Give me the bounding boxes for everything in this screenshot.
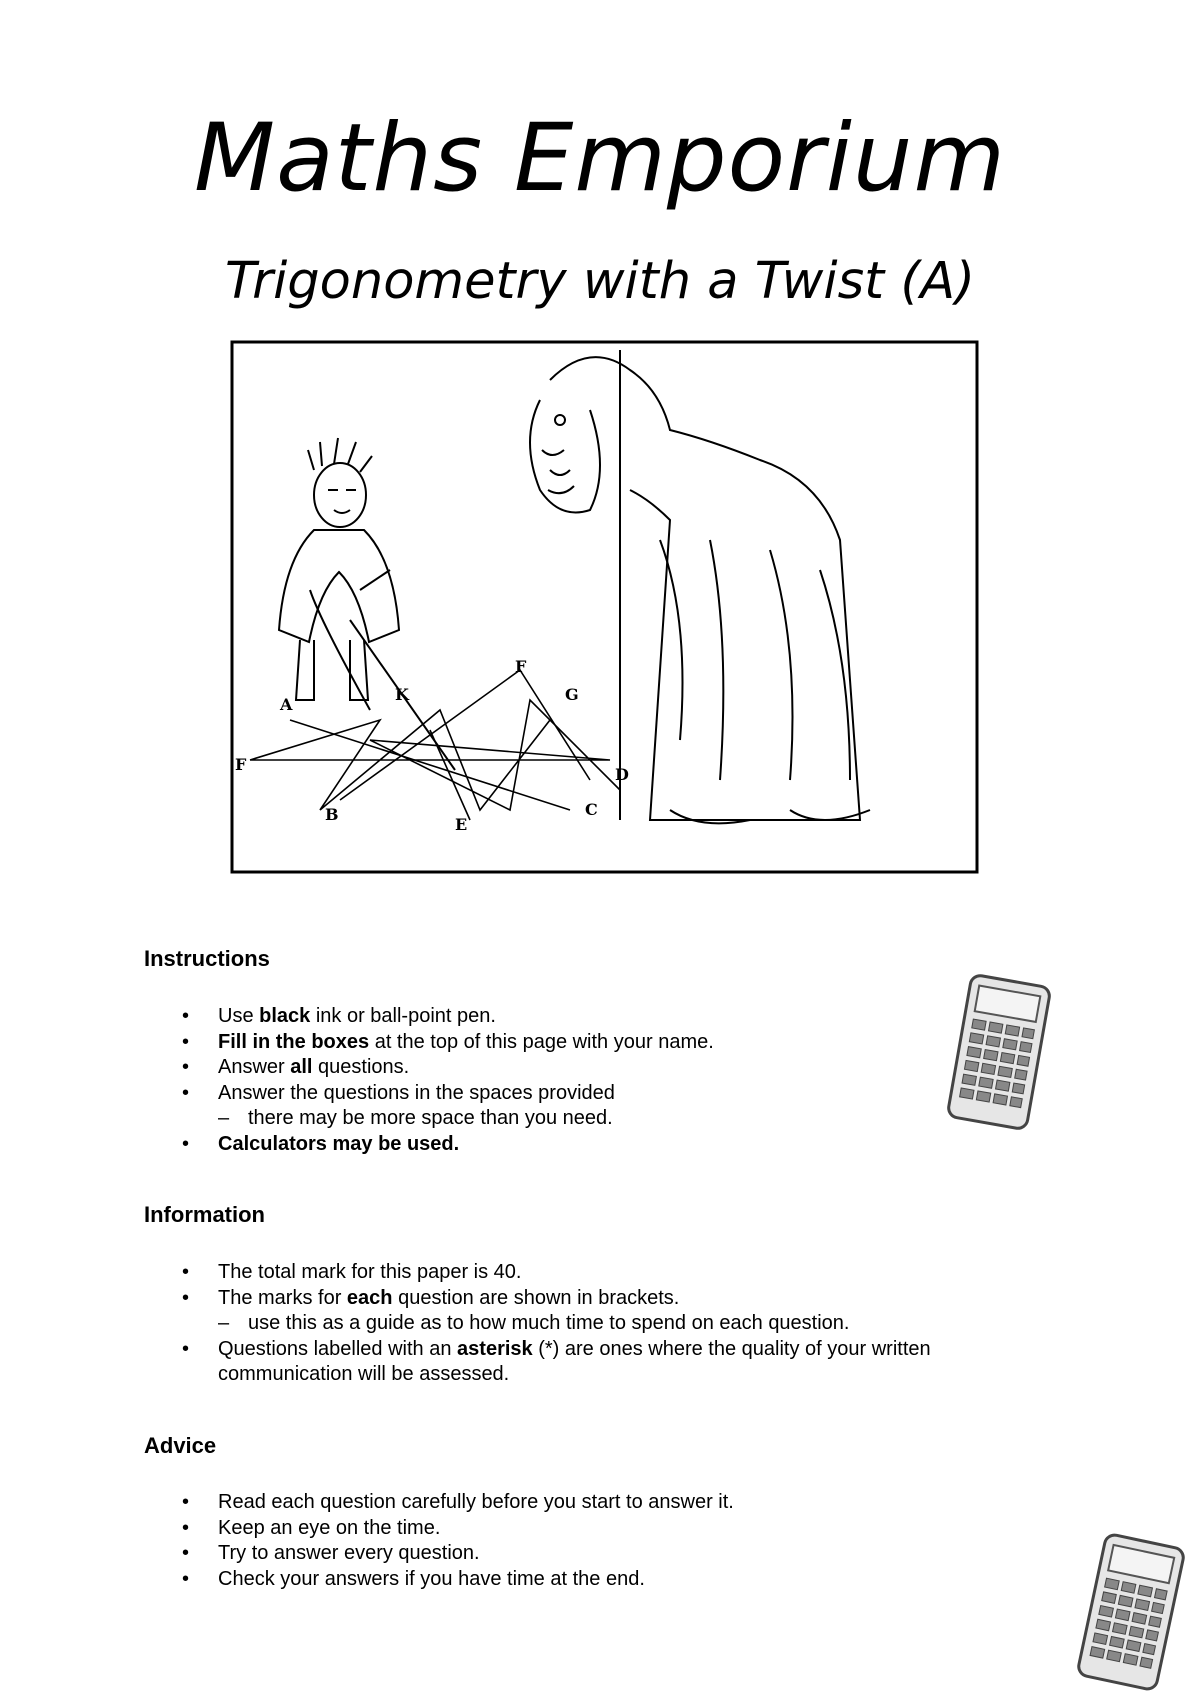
list-item: • Keep an eye on the time. [180, 1516, 1040, 1542]
list-item: • Read each question carefully before you start to answer it. [180, 1490, 1040, 1516]
point-label-f2: F [515, 657, 527, 676]
list-sub-item: – use this as a guide as to how much time to spend on each question. [218, 1312, 850, 1334]
calculator-icon [944, 972, 1054, 1132]
information-list [180, 1260, 1040, 1388]
point-label-c: C [585, 800, 598, 819]
point-label-f: F [235, 755, 247, 774]
list-item: • Calculators may be used. [180, 1132, 1040, 1158]
point-label-k: K [395, 685, 409, 704]
calculator-icon [1076, 1532, 1186, 1692]
list-item: • Try to answer every question. [180, 1541, 1040, 1567]
point-label-g: G [565, 685, 579, 704]
point-label-b: B [325, 805, 339, 824]
list-item: • Answer the questions in the spaces provided [180, 1081, 1040, 1107]
list-item: • Answer all questions. [180, 1055, 1040, 1081]
list-item: • The marks for each question are shown in brackets. [180, 1286, 1040, 1312]
page-subtitle: Trigonometry with a Twist (A) [224, 252, 976, 311]
point-label-d: D [615, 765, 629, 784]
information-heading: Information [144, 1202, 265, 1227]
list-item: • Check your answers if you have time at the end. [180, 1567, 1040, 1593]
list-item: • The total mark for this paper is 40. [180, 1260, 1040, 1286]
illustration-frame [232, 342, 977, 872]
point-label-e: E [455, 815, 468, 834]
page-title: Maths Emporium [193, 104, 1007, 213]
point-label-a: A [280, 695, 293, 714]
old-man-figure-icon [530, 350, 870, 823]
list-item: • Questions labelled with an asterisk (*) are ones where the quality of your written communication will be assessed. [180, 1337, 1040, 1388]
list-item: • Fill in the boxes at the top of this page with your name. [180, 1030, 1040, 1056]
list-sub-item: – there may be more space than you need. [218, 1107, 613, 1129]
advice-heading: Advice [144, 1433, 217, 1458]
list-item: • Use black ink or ball-point pen. [180, 1004, 1040, 1030]
instructions-list [180, 1004, 1040, 1157]
advice-list [180, 1490, 1040, 1592]
instructions-heading: Instructions [144, 946, 270, 971]
illustration [230, 340, 980, 875]
